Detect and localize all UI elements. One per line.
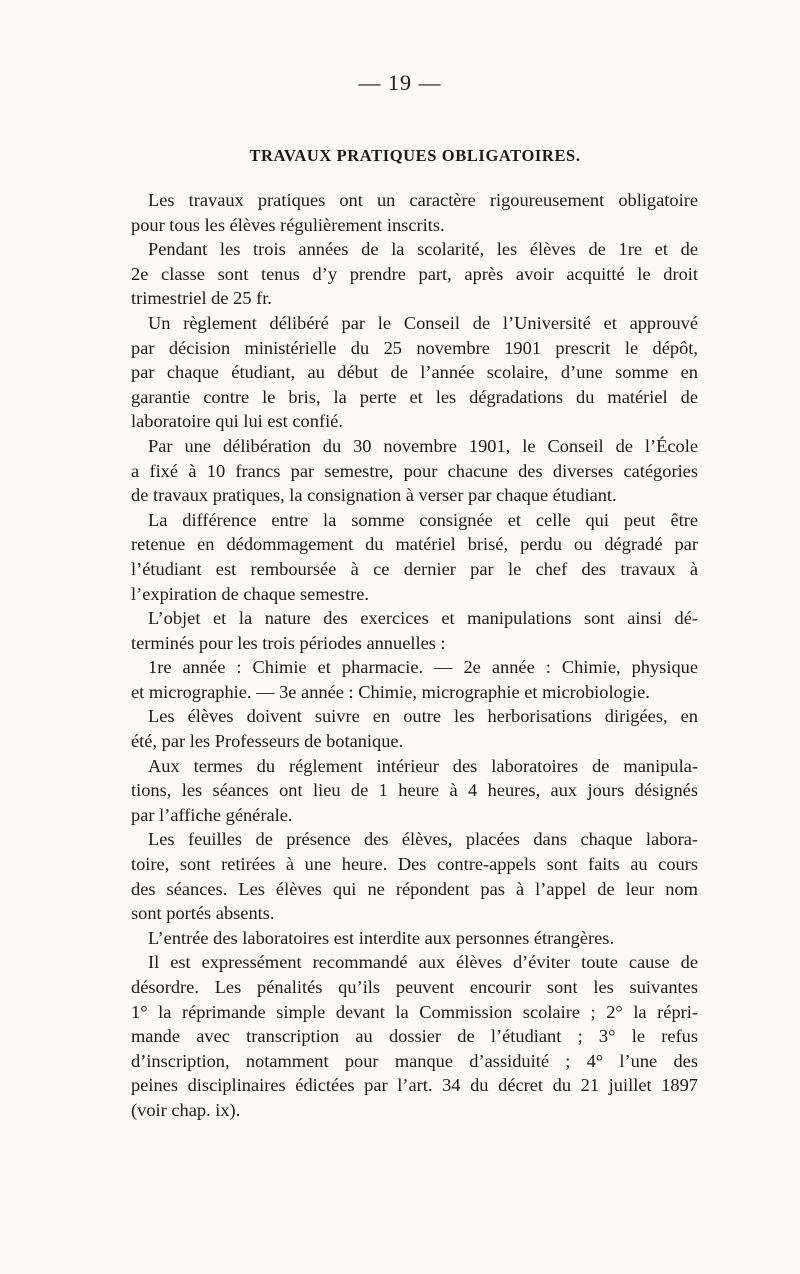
text-line: par décision ministérielle du 25 novembre 1901 prescrit le dépôt, — [131, 337, 698, 358]
text-line: tions, les séances ont lieu de 1 heure à 4 heures, aux jours désignés — [131, 780, 698, 801]
text-line: a fixé à 10 francs par semestre, pour chacune des diverses catégories — [131, 460, 698, 481]
text-line: Par une délibération du 30 novembre 1901, le Conseil de l’École — [148, 435, 698, 456]
text-line: des séances. Les élèves qui ne répondent pas à l’appel de leur nom — [131, 878, 698, 899]
text-line: l’expiration de chaque semestre. — [131, 583, 369, 604]
text-line: Il est expressément recommandé aux élèves d’éviter toute cause de — [148, 952, 698, 973]
text-line: Un règlement délibéré par le Conseil de l’Université et approuvé — [148, 312, 698, 333]
text-line: Aux termes du réglement intérieur des laboratoires de manipula- — [148, 755, 698, 776]
text-line: Les feuilles de présence des élèves, placées dans chaque labora- — [148, 829, 698, 850]
text-line: été, par les Professeurs de botanique. — [131, 731, 404, 752]
text-line: terminés pour les trois périodes annuelles : — [131, 632, 446, 653]
text-line: toire, sont retirées à une heure. Des contre-appels sont faits au cours — [131, 854, 698, 875]
text-line: de travaux pratiques, la consignation à verser par chaque étudiant. — [131, 485, 617, 506]
text-line: pour tous les élèves régulièrement inscrits. — [131, 214, 445, 235]
text-line: sont portés absents. — [131, 903, 275, 924]
text-line: peines disciplinaires édictées par l’art. 34 du décret du 21 juillet 1897 — [131, 1075, 698, 1096]
text-line: La différence entre la somme consignée et celle qui peut être — [148, 509, 698, 530]
text-line: 2e classe sont tenus d’y prendre part, après avoir acquitté le droit — [131, 263, 698, 284]
text-line: et micrographie. — 3e année : Chimie, micrographie et microbiologie. — [131, 681, 650, 702]
text-line: L’entrée des laboratoires est interdite aux personnes étrangères. — [148, 927, 615, 948]
text-line: Les élèves doivent suivre en outre les herborisations dirigées, en — [148, 706, 698, 727]
body-text — [131, 188, 698, 1123]
text-line: trimestriel de 25 fr. — [131, 288, 272, 309]
text-line: mande avec transcription au dossier de l’étudiant ; 3° le refus — [131, 1026, 698, 1047]
text-line: garantie contre le bris, la perte et les dégradations du matériel de — [131, 386, 698, 407]
text-line: L’objet et la nature des exercices et manipulations sont ainsi dé- — [148, 608, 698, 629]
text-line: laboratoire qui lui est confié. — [131, 411, 343, 432]
text-line: 1re année : Chimie et pharmacie. — 2e année : Chimie, physique — [148, 657, 698, 678]
text-line: par chaque étudiant, au début de l’année scolaire, d’une somme en — [131, 362, 698, 383]
text-line: retenue en dédommagement du matériel brisé, perdu ou dégradé par — [131, 534, 698, 555]
text-line: désordre. Les pénalités qu’ils peuvent encourir sont les suivantes — [131, 977, 698, 997]
section-title: TRAVAUX PRATIQUES OBLIGATOIRES. — [249, 146, 581, 165]
text-line: Les travaux pratiques ont un caractère rigoureusement obligatoire — [148, 190, 698, 210]
text-line: 1° la réprimande simple devant la Commission scolaire ; 2° la répri- — [131, 1001, 698, 1022]
text-line: par l’affiche générale. — [131, 804, 293, 825]
text-line: d’inscription, notamment pour manque d’assiduité ; 4° l’une des — [131, 1050, 698, 1071]
text-line: l’étudiant est remboursée à ce dernier par le chef des travaux à — [131, 558, 698, 579]
text-line: (voir chap. ix). — [131, 1099, 241, 1120]
text-line: Pendant les trois années de la scolarité, les élèves de 1re et de — [148, 239, 698, 260]
page-number: — 19 — — [358, 70, 442, 95]
